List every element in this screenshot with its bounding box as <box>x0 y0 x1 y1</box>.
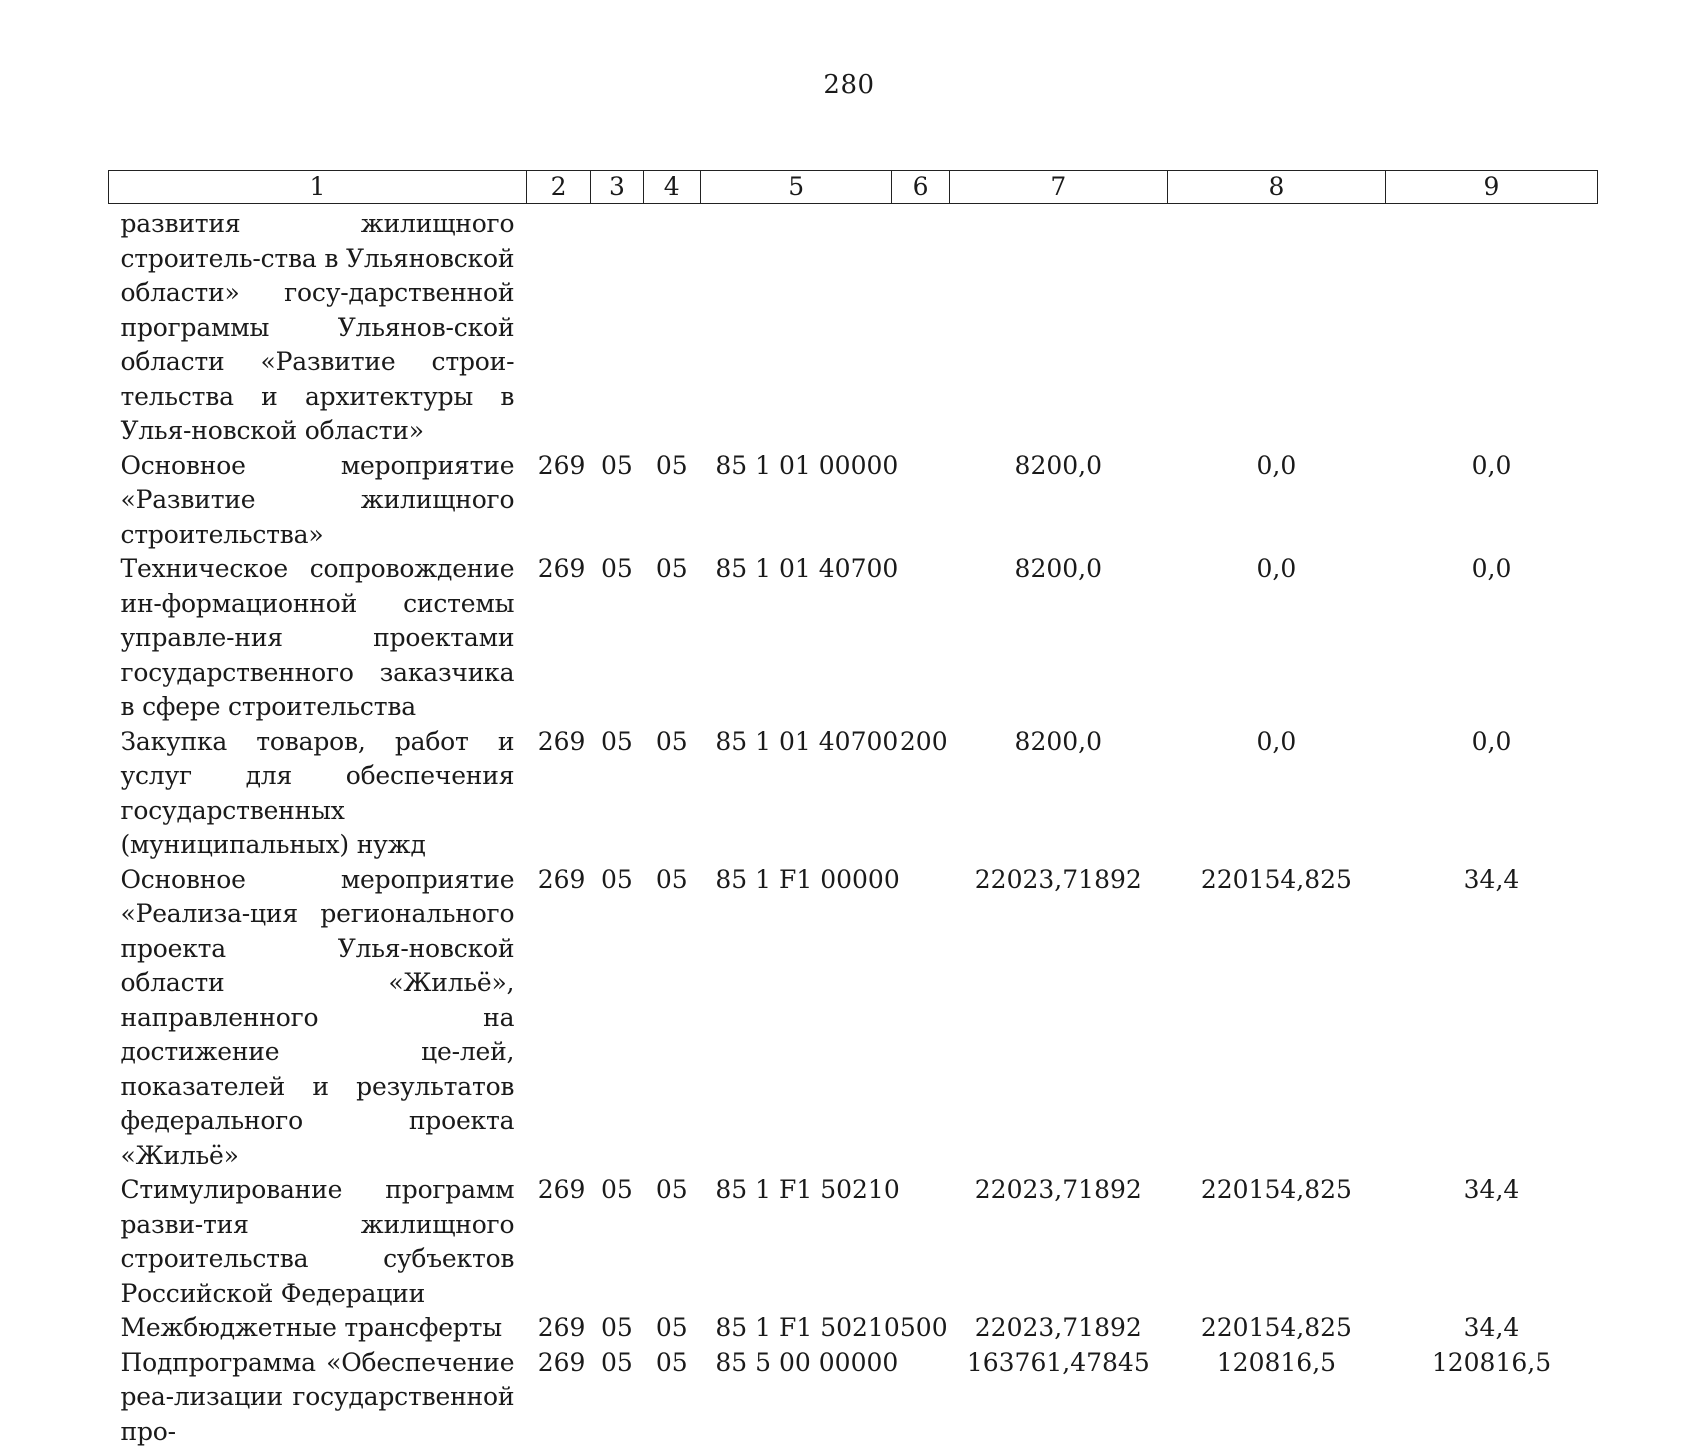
page-number: 280 <box>0 70 1698 100</box>
row-admin-code: 269 <box>526 552 591 725</box>
row-name: Стимулирование программ разви-тия жилищного строительства субъектов Российской Федерации <box>109 1173 527 1311</box>
row-section-code: 05 <box>591 1311 643 1346</box>
table-row <box>109 1311 1598 1346</box>
row-amount-col9: 34,4 <box>1385 1173 1597 1311</box>
row-subsection-code: 05 <box>643 863 700 1174</box>
row-expense-type <box>892 1346 949 1449</box>
row-section-code: 05 <box>591 1173 643 1311</box>
row-admin-code: 269 <box>526 863 591 1174</box>
header-cell: 5 <box>700 171 892 204</box>
row-amount-col9: 0,0 <box>1385 449 1597 553</box>
table-header-row <box>109 171 1598 204</box>
table-row <box>109 449 1598 553</box>
row-amount-col8: 0,0 <box>1167 552 1385 725</box>
header-cell: 1 <box>109 171 527 204</box>
row-target-code: 85 1 F1 50210 <box>700 1311 892 1346</box>
row-amount-col7: 8200,0 <box>949 552 1167 725</box>
row-name: развития жилищного строитель-ства в Ульяновской области» госу-дарственной программы Ульянов-ской области «Развитие строи-тельства и архитектуры в Улья-новской области» <box>109 204 527 449</box>
row-target-code: 85 1 F1 00000 <box>700 863 892 1174</box>
row-expense-type: 500 <box>892 1311 949 1346</box>
row-expense-type <box>892 1173 949 1311</box>
row-amount-col7: 8200,0 <box>949 725 1167 863</box>
row-expense-type <box>892 552 949 725</box>
row-name: Основное мероприятие «Развитие жилищного строительства» <box>109 449 527 553</box>
table-row <box>109 1346 1598 1449</box>
row-name: Техническое сопровождение ин-формационной системы управле-ния проектами государственного заказчика в сфере строительства <box>109 552 527 725</box>
row-subsection-code: 05 <box>643 449 700 553</box>
row-target-code <box>700 204 892 449</box>
row-section-code: 05 <box>591 1346 643 1449</box>
row-section-code: 05 <box>591 863 643 1174</box>
row-subsection-code: 05 <box>643 725 700 863</box>
row-name: Подпрограмма «Обеспечение реа-лизации государственной про- <box>109 1346 527 1449</box>
row-section-code: 05 <box>591 449 643 553</box>
row-subsection-code <box>643 204 700 449</box>
table-row <box>109 725 1598 863</box>
table-row <box>109 204 1598 449</box>
row-section-code: 05 <box>591 552 643 725</box>
row-target-code: 85 1 01 00000 <box>700 449 892 553</box>
row-amount-col9: 34,4 <box>1385 863 1597 1174</box>
row-name: Межбюджетные трансферты <box>109 1311 527 1346</box>
row-section-code: 05 <box>591 725 643 863</box>
row-target-code: 85 1 01 40700 <box>700 552 892 725</box>
table-row <box>109 1173 1598 1311</box>
row-amount-col8: 220154,825 <box>1167 1173 1385 1311</box>
row-subsection-code: 05 <box>643 1311 700 1346</box>
row-amount-col8: 120816,5 <box>1167 1346 1385 1449</box>
row-admin-code: 269 <box>526 1311 591 1346</box>
row-amount-col8: 0,0 <box>1167 725 1385 863</box>
budget-table <box>108 170 1598 1449</box>
row-amount-col8: 220154,825 <box>1167 1311 1385 1346</box>
row-amount-col8: 0,0 <box>1167 449 1385 553</box>
row-admin-code: 269 <box>526 449 591 553</box>
row-amount-col7: 22023,71892 <box>949 1173 1167 1311</box>
row-admin-code <box>526 204 591 449</box>
row-target-code: 85 5 00 00000 <box>700 1346 892 1449</box>
row-expense-type <box>892 204 949 449</box>
header-cell: 6 <box>892 171 949 204</box>
row-amount-col9: 0,0 <box>1385 725 1597 863</box>
row-name: Закупка товаров, работ и услуг для обеспечения государственных (муниципальных) нужд <box>109 725 527 863</box>
row-amount-col7: 22023,71892 <box>949 1311 1167 1346</box>
row-amount-col9: 0,0 <box>1385 552 1597 725</box>
row-amount-col9 <box>1385 204 1597 449</box>
row-expense-type <box>892 863 949 1174</box>
row-admin-code: 269 <box>526 1346 591 1449</box>
row-target-code: 85 1 F1 50210 <box>700 1173 892 1311</box>
row-amount-col7: 8200,0 <box>949 449 1167 553</box>
row-target-code: 85 1 01 40700 <box>700 725 892 863</box>
header-cell: 2 <box>526 171 591 204</box>
row-section-code <box>591 204 643 449</box>
header-cell: 8 <box>1167 171 1385 204</box>
row-amount-col7 <box>949 204 1167 449</box>
row-subsection-code: 05 <box>643 1173 700 1311</box>
row-admin-code: 269 <box>526 1173 591 1311</box>
header-cell: 4 <box>643 171 700 204</box>
table-row <box>109 863 1598 1174</box>
row-subsection-code: 05 <box>643 1346 700 1449</box>
row-name: Основное мероприятие «Реализа-ция регионального проекта Улья-новской области «Жильё», направленного на достижение це-лей, показателей и результатов федерального проекта «Жильё» <box>109 863 527 1174</box>
row-amount-col9: 120816,5 <box>1385 1346 1597 1449</box>
row-amount-col7: 22023,71892 <box>949 863 1167 1174</box>
row-amount-col7: 163761,47845 <box>949 1346 1167 1449</box>
header-cell: 9 <box>1385 171 1597 204</box>
table-row <box>109 552 1598 725</box>
header-cell: 7 <box>949 171 1167 204</box>
row-expense-type <box>892 449 949 553</box>
row-amount-col8 <box>1167 204 1385 449</box>
row-subsection-code: 05 <box>643 552 700 725</box>
row-amount-col8: 220154,825 <box>1167 863 1385 1174</box>
row-admin-code: 269 <box>526 725 591 863</box>
header-cell: 3 <box>591 171 643 204</box>
row-amount-col9: 34,4 <box>1385 1311 1597 1346</box>
row-expense-type: 200 <box>892 725 949 863</box>
